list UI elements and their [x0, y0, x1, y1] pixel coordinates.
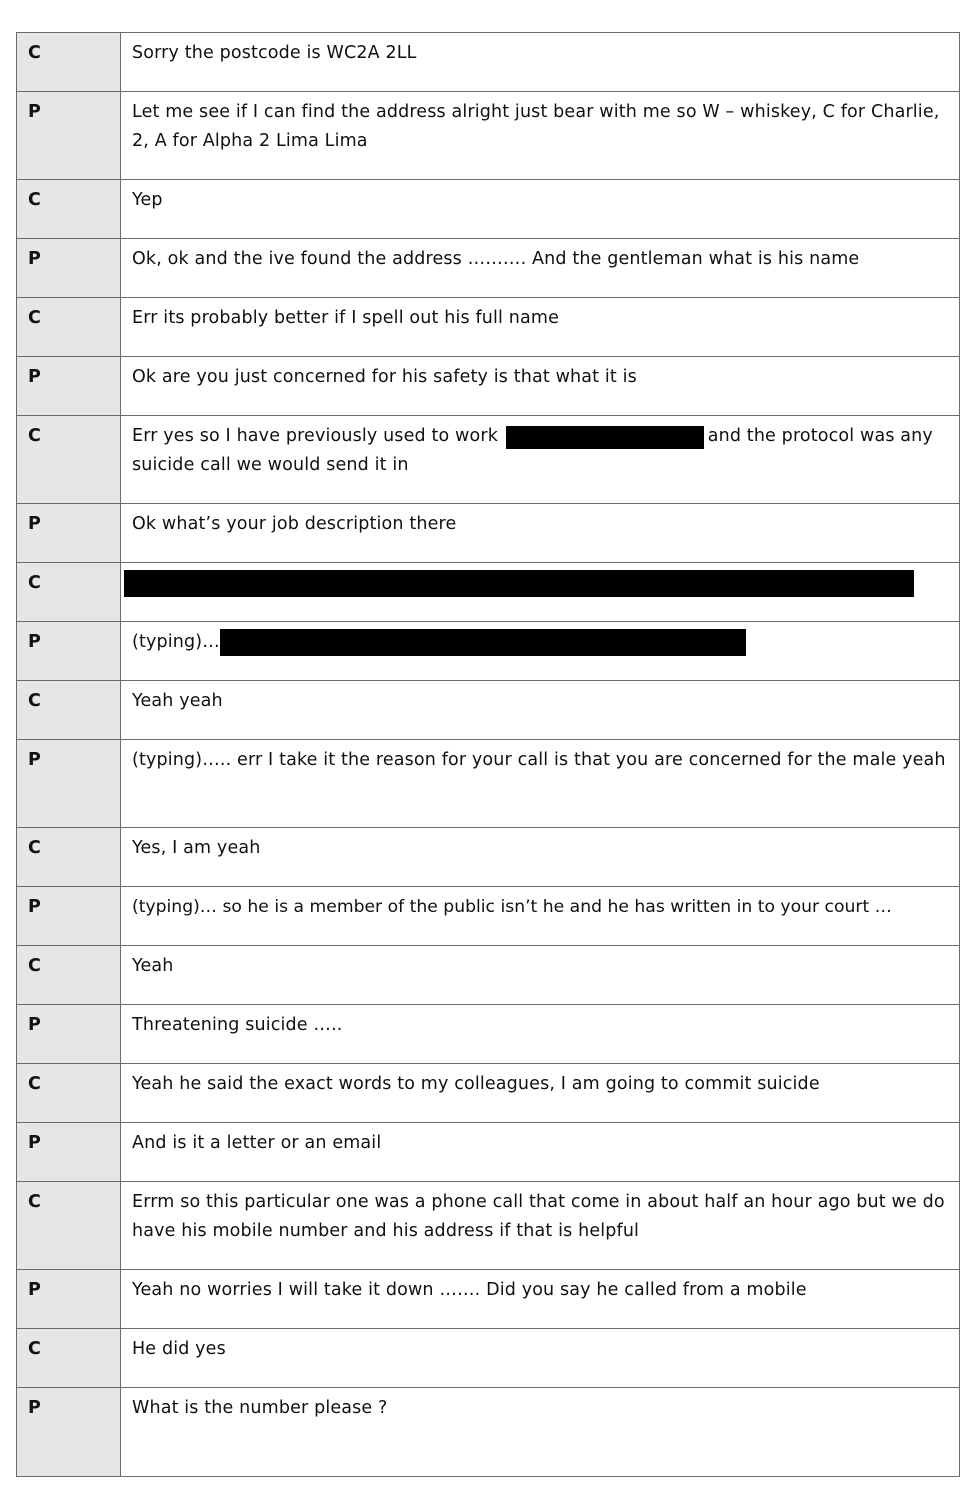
utterance-cell: Yeah yeah	[121, 681, 960, 740]
utterance-cell: Ok what’s your job description there	[121, 504, 960, 563]
speaker-cell: P	[17, 239, 121, 298]
utterance-cell: Yeah	[121, 946, 960, 1005]
redaction-bar	[220, 629, 746, 656]
speaker-cell: C	[17, 180, 121, 239]
utterance-text-after: and the protocol was any suicide call we would send it in	[132, 426, 933, 475]
transcript-row	[17, 1123, 960, 1182]
speaker-cell: C	[17, 681, 121, 740]
speaker-cell: P	[17, 1388, 121, 1477]
speaker-cell: P	[17, 887, 121, 946]
utterance-cell	[121, 416, 960, 504]
speaker-cell: C	[17, 828, 121, 887]
transcript-row	[17, 563, 960, 622]
speaker-cell: P	[17, 740, 121, 828]
transcript-row	[17, 1182, 960, 1270]
transcript-row	[17, 92, 960, 180]
transcript-row	[17, 681, 960, 740]
speaker-cell: P	[17, 1005, 121, 1064]
speaker-cell: P	[17, 357, 121, 416]
utterance-cell: Ok are you just concerned for his safety is that what it is	[121, 357, 960, 416]
utterance-cell: Yeah no worries I will take it down ……. Did you say he called from a mobile	[121, 1270, 960, 1329]
transcript-row	[17, 622, 960, 681]
speaker-cell: P	[17, 1270, 121, 1329]
transcript-row	[17, 239, 960, 298]
transcript-row	[17, 504, 960, 563]
speaker-cell: C	[17, 1064, 121, 1123]
transcript-table	[16, 32, 960, 1477]
speaker-cell: P	[17, 1123, 121, 1182]
transcript-row	[17, 828, 960, 887]
speaker-cell: C	[17, 298, 121, 357]
speaker-cell: C	[17, 33, 121, 92]
utterance-cell: Ok, ok and the ive found the address ………. And the gentleman what is his name	[121, 239, 960, 298]
speaker-cell: P	[17, 504, 121, 563]
utterance-cell: (typing)….. err I take it the reason for your call is that you are concerned for the male yeah	[121, 740, 960, 828]
transcript-row	[17, 416, 960, 504]
transcript-row	[17, 740, 960, 828]
utterance-cell: Yes, I am yeah	[121, 828, 960, 887]
utterance-cell: (typing)… so he is a member of the public isn’t he and he has written in to your court …	[121, 887, 960, 946]
redaction-bar	[506, 426, 704, 449]
redaction-bar	[124, 570, 914, 597]
utterance-cell: Err its probably better if I spell out his full name	[121, 298, 960, 357]
utterance-cell: Yep	[121, 180, 960, 239]
transcript-row	[17, 946, 960, 1005]
utterance-cell: What is the number please ?	[121, 1388, 960, 1477]
transcript-row	[17, 1388, 960, 1477]
utterance-cell: Errm so this particular one was a phone call that come in about half an hour ago but we do have his mobile number and his address if that is helpful	[121, 1182, 960, 1270]
utterance-cell	[121, 622, 960, 681]
transcript-row	[17, 1064, 960, 1123]
transcript-row	[17, 33, 960, 92]
speaker-cell: C	[17, 1329, 121, 1388]
speaker-cell: C	[17, 1182, 121, 1270]
utterance-cell	[121, 563, 960, 622]
utterance-cell: Yeah he said the exact words to my colleagues, I am going to commit suicide	[121, 1064, 960, 1123]
speaker-cell: C	[17, 416, 121, 504]
transcript-row	[17, 357, 960, 416]
speaker-cell: C	[17, 946, 121, 1005]
transcript-row	[17, 298, 960, 357]
transcript-row	[17, 1005, 960, 1064]
utterance-cell: Sorry the postcode is WC2A 2LL	[121, 33, 960, 92]
utterance-cell: And is it a letter or an email	[121, 1123, 960, 1182]
utterance-cell: He did yes	[121, 1329, 960, 1388]
transcript-row	[17, 180, 960, 239]
transcript-row	[17, 887, 960, 946]
transcript-row	[17, 1270, 960, 1329]
utterance-cell: Threatening suicide …..	[121, 1005, 960, 1064]
utterance-text: (typing)…	[132, 632, 220, 652]
speaker-cell: P	[17, 92, 121, 180]
transcript-row	[17, 1329, 960, 1388]
speaker-cell: P	[17, 622, 121, 681]
utterance-cell: Let me see if I can find the address alright just bear with me so W – whiskey, C for Charlie, 2, A for Alpha 2 Lima Lima	[121, 92, 960, 180]
speaker-cell: C	[17, 563, 121, 622]
utterance-text-before: Err yes so I have previously used to work	[132, 426, 498, 446]
